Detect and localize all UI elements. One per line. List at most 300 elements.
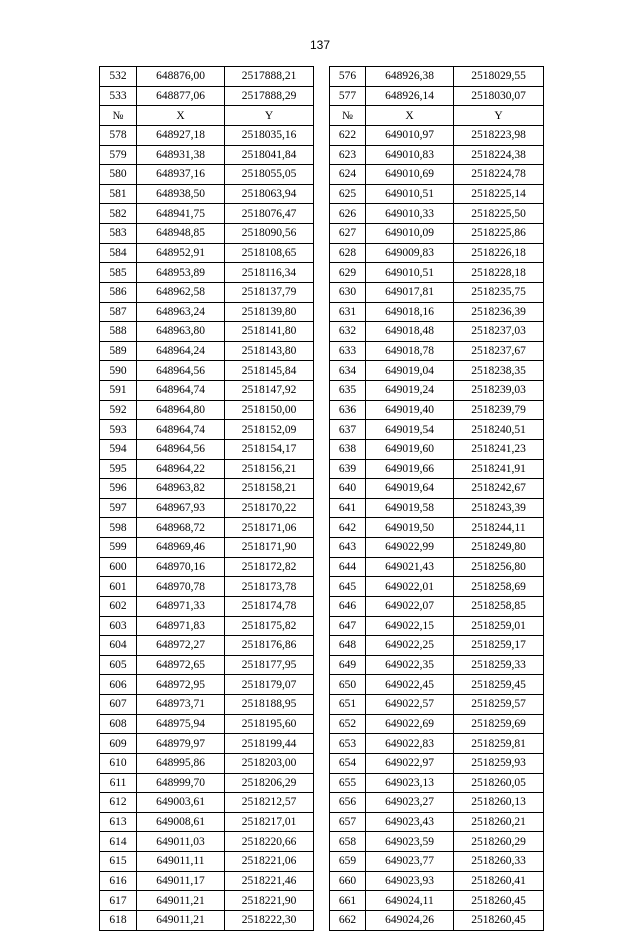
column-gap <box>314 773 330 793</box>
y-coordinate-cell: 2518029,55 <box>454 67 544 87</box>
x-coordinate-cell: 649023,77 <box>366 852 454 872</box>
column-gap <box>314 695 330 715</box>
point-number-cell: 600 <box>100 557 137 577</box>
point-number-cell: 599 <box>100 538 137 558</box>
point-number-cell: 657 <box>330 812 366 832</box>
y-coordinate-cell: 2518259,69 <box>454 714 544 734</box>
point-number-cell: № <box>100 106 137 126</box>
table-row <box>100 596 544 616</box>
point-number-cell: 594 <box>100 439 137 459</box>
y-coordinate-cell: 2518179,07 <box>225 675 314 695</box>
y-coordinate-cell: 2518238,35 <box>454 361 544 381</box>
y-coordinate-cell: 2518249,80 <box>454 538 544 558</box>
x-coordinate-cell: 648999,70 <box>137 773 225 793</box>
x-coordinate-cell: 648927,18 <box>137 125 225 145</box>
x-coordinate-cell: 648970,16 <box>137 557 225 577</box>
y-coordinate-cell: 2518239,79 <box>454 400 544 420</box>
point-number-cell: 532 <box>100 67 137 87</box>
column-gap <box>314 852 330 872</box>
y-coordinate-cell: 2518260,45 <box>454 891 544 911</box>
column-gap <box>314 910 330 930</box>
y-coordinate-cell: 2518259,45 <box>454 675 544 695</box>
column-gap <box>314 420 330 440</box>
x-coordinate-cell: 649019,58 <box>366 498 454 518</box>
y-coordinate-cell: 2518260,05 <box>454 773 544 793</box>
y-coordinate-cell: 2518222,30 <box>225 910 314 930</box>
point-number-cell: 639 <box>330 459 366 479</box>
x-coordinate-cell: 649003,61 <box>137 793 225 813</box>
table-row <box>100 636 544 656</box>
y-coordinate-cell: 2518150,00 <box>225 400 314 420</box>
x-coordinate-cell: 649022,01 <box>366 577 454 597</box>
point-number-cell: 652 <box>330 714 366 734</box>
x-coordinate-cell: 649021,43 <box>366 557 454 577</box>
y-coordinate-cell: 2518221,90 <box>225 891 314 911</box>
table-row <box>100 243 544 263</box>
y-coordinate-cell: 2518237,03 <box>454 322 544 342</box>
y-coordinate-cell: 2517888,29 <box>225 86 314 106</box>
y-coordinate-cell: 2518030,07 <box>454 86 544 106</box>
table-row <box>100 852 544 872</box>
x-coordinate-cell: 648964,24 <box>137 341 225 361</box>
x-coordinate-cell: 648948,85 <box>137 224 225 244</box>
y-coordinate-cell: 2518260,21 <box>454 812 544 832</box>
x-coordinate-cell: 649022,69 <box>366 714 454 734</box>
point-number-cell: 588 <box>100 322 137 342</box>
table-row <box>100 793 544 813</box>
column-gap <box>314 381 330 401</box>
point-number-cell: 626 <box>330 204 366 224</box>
x-coordinate-cell: 648964,74 <box>137 420 225 440</box>
x-coordinate-cell: 648926,14 <box>366 86 454 106</box>
x-coordinate-cell: 649019,54 <box>366 420 454 440</box>
point-number-cell: 623 <box>330 145 366 165</box>
point-number-cell: 642 <box>330 518 366 538</box>
column-gap <box>314 400 330 420</box>
x-coordinate-cell: 648931,38 <box>137 145 225 165</box>
x-coordinate-cell: 649019,40 <box>366 400 454 420</box>
table-row <box>100 518 544 538</box>
x-coordinate-cell: 649010,69 <box>366 165 454 185</box>
column-gap <box>314 557 330 577</box>
y-coordinate-cell: 2518220,66 <box>225 832 314 852</box>
point-number-cell: 609 <box>100 734 137 754</box>
x-coordinate-cell: 648964,56 <box>137 361 225 381</box>
table-row <box>100 204 544 224</box>
table-row <box>100 322 544 342</box>
point-number-cell: 614 <box>100 832 137 852</box>
y-coordinate-cell: 2518171,06 <box>225 518 314 538</box>
column-gap <box>314 753 330 773</box>
column-gap <box>314 165 330 185</box>
point-number-cell: 591 <box>100 381 137 401</box>
x-coordinate-cell: 649018,48 <box>366 322 454 342</box>
y-coordinate-cell: 2518154,17 <box>225 439 314 459</box>
point-number-cell: 584 <box>100 243 137 263</box>
point-number-cell: 617 <box>100 891 137 911</box>
x-coordinate-cell: 649022,45 <box>366 675 454 695</box>
y-coordinate-cell: 2518063,94 <box>225 184 314 204</box>
point-number-cell: 583 <box>100 224 137 244</box>
x-coordinate-cell: 649022,97 <box>366 753 454 773</box>
y-coordinate-cell: 2518171,90 <box>225 538 314 558</box>
x-coordinate-cell: 649010,51 <box>366 263 454 283</box>
y-coordinate-cell: 2518223,98 <box>454 125 544 145</box>
y-coordinate-cell: 2518241,91 <box>454 459 544 479</box>
column-gap <box>314 636 330 656</box>
y-coordinate-cell: 2518226,18 <box>454 243 544 263</box>
column-gap <box>314 184 330 204</box>
column-gap <box>314 145 330 165</box>
y-coordinate-cell: 2518172,82 <box>225 557 314 577</box>
point-number-cell: 582 <box>100 204 137 224</box>
point-number-cell: 590 <box>100 361 137 381</box>
column-gap <box>314 302 330 322</box>
y-coordinate-cell: 2518260,45 <box>454 910 544 930</box>
x-coordinate-cell: 648968,72 <box>137 518 225 538</box>
column-gap <box>314 675 330 695</box>
x-coordinate-cell: 649011,17 <box>137 871 225 891</box>
y-coordinate-cell: 2517888,21 <box>225 67 314 87</box>
point-number-cell: 651 <box>330 695 366 715</box>
y-coordinate-cell: Y <box>454 106 544 126</box>
point-number-cell: 648 <box>330 636 366 656</box>
column-gap <box>314 322 330 342</box>
point-number-cell: 659 <box>330 852 366 872</box>
x-coordinate-cell: 649022,07 <box>366 596 454 616</box>
column-gap <box>314 282 330 302</box>
point-number-cell: 597 <box>100 498 137 518</box>
x-coordinate-cell: 649011,21 <box>137 891 225 911</box>
table-row <box>100 616 544 636</box>
y-coordinate-cell: 2518236,39 <box>454 302 544 322</box>
x-coordinate-cell: 649010,51 <box>366 184 454 204</box>
point-number-cell: 605 <box>100 655 137 675</box>
y-coordinate-cell: 2518239,03 <box>454 381 544 401</box>
point-number-cell: 608 <box>100 714 137 734</box>
y-coordinate-cell: 2518195,60 <box>225 714 314 734</box>
column-gap <box>314 616 330 636</box>
point-number-cell: 633 <box>330 341 366 361</box>
y-coordinate-cell: Y <box>225 106 314 126</box>
y-coordinate-cell: 2518217,01 <box>225 812 314 832</box>
point-number-cell: 660 <box>330 871 366 891</box>
point-number-cell: 646 <box>330 596 366 616</box>
point-number-cell: 581 <box>100 184 137 204</box>
point-number-cell: 625 <box>330 184 366 204</box>
y-coordinate-cell: 2518116,34 <box>225 263 314 283</box>
y-coordinate-cell: 2518199,44 <box>225 734 314 754</box>
y-coordinate-cell: 2518260,33 <box>454 852 544 872</box>
table-row <box>100 165 544 185</box>
table-row <box>100 753 544 773</box>
column-gap <box>314 459 330 479</box>
y-coordinate-cell: 2518260,13 <box>454 793 544 813</box>
y-coordinate-cell: 2518228,18 <box>454 263 544 283</box>
y-coordinate-cell: 2518090,56 <box>225 224 314 244</box>
x-coordinate-cell: 648964,56 <box>137 439 225 459</box>
y-coordinate-cell: 2518108,65 <box>225 243 314 263</box>
x-coordinate-cell: 648952,91 <box>137 243 225 263</box>
x-coordinate-cell: 648972,65 <box>137 655 225 675</box>
point-number-cell: 595 <box>100 459 137 479</box>
column-gap <box>314 224 330 244</box>
x-coordinate-cell: 648995,86 <box>137 753 225 773</box>
y-coordinate-cell: 2518259,57 <box>454 695 544 715</box>
point-number-cell: 592 <box>100 400 137 420</box>
x-coordinate-cell: 648964,80 <box>137 400 225 420</box>
y-coordinate-cell: 2518242,67 <box>454 479 544 499</box>
point-number-cell: 647 <box>330 616 366 636</box>
table-row <box>100 498 544 518</box>
table-row <box>100 479 544 499</box>
x-coordinate-cell: 648963,80 <box>137 322 225 342</box>
point-number-cell: 655 <box>330 773 366 793</box>
column-gap <box>314 243 330 263</box>
y-coordinate-cell: 2518175,82 <box>225 616 314 636</box>
x-coordinate-cell: 649009,83 <box>366 243 454 263</box>
y-coordinate-cell: 2518260,29 <box>454 832 544 852</box>
table-row <box>100 381 544 401</box>
y-coordinate-cell: 2518256,80 <box>454 557 544 577</box>
y-coordinate-cell: 2518141,80 <box>225 322 314 342</box>
point-number-cell: № <box>330 106 366 126</box>
x-coordinate-cell: 649019,04 <box>366 361 454 381</box>
table-row <box>100 734 544 754</box>
y-coordinate-cell: 2518260,41 <box>454 871 544 891</box>
y-coordinate-cell: 2518258,69 <box>454 577 544 597</box>
y-coordinate-cell: 2518224,38 <box>454 145 544 165</box>
x-coordinate-cell: 649022,25 <box>366 636 454 656</box>
column-gap <box>314 891 330 911</box>
point-number-cell: 658 <box>330 832 366 852</box>
point-number-cell: 533 <box>100 86 137 106</box>
column-gap <box>314 204 330 224</box>
x-coordinate-cell: 649019,24 <box>366 381 454 401</box>
table-row <box>100 400 544 420</box>
x-coordinate-cell: 648972,27 <box>137 636 225 656</box>
y-coordinate-cell: 2518243,39 <box>454 498 544 518</box>
table-row <box>100 557 544 577</box>
x-coordinate-cell: 649010,33 <box>366 204 454 224</box>
point-number-cell: 631 <box>330 302 366 322</box>
y-coordinate-cell: 2518221,06 <box>225 852 314 872</box>
y-coordinate-cell: 2518041,84 <box>225 145 314 165</box>
x-coordinate-cell: 648962,58 <box>137 282 225 302</box>
point-number-cell: 604 <box>100 636 137 656</box>
column-gap <box>314 439 330 459</box>
x-coordinate-cell: 649018,78 <box>366 341 454 361</box>
column-gap <box>314 106 330 126</box>
column-gap <box>314 734 330 754</box>
x-coordinate-cell: 649023,59 <box>366 832 454 852</box>
y-coordinate-cell: 2518259,33 <box>454 655 544 675</box>
point-number-cell: 578 <box>100 125 137 145</box>
x-coordinate-cell: 648971,83 <box>137 616 225 636</box>
x-coordinate-cell: 648973,71 <box>137 695 225 715</box>
point-number-cell: 628 <box>330 243 366 263</box>
point-number-cell: 637 <box>330 420 366 440</box>
column-gap <box>314 596 330 616</box>
x-coordinate-cell: 649022,99 <box>366 538 454 558</box>
x-coordinate-cell: 649011,03 <box>137 832 225 852</box>
table-row <box>100 184 544 204</box>
column-gap <box>314 341 330 361</box>
y-coordinate-cell: 2518173,78 <box>225 577 314 597</box>
x-coordinate-cell: 648967,93 <box>137 498 225 518</box>
y-coordinate-cell: 2518241,23 <box>454 439 544 459</box>
x-coordinate-cell: 648969,46 <box>137 538 225 558</box>
x-coordinate-cell: 648972,95 <box>137 675 225 695</box>
point-number-cell: 589 <box>100 341 137 361</box>
x-coordinate-cell: 649023,27 <box>366 793 454 813</box>
coordinates-table <box>99 66 544 931</box>
column-gap <box>314 793 330 813</box>
table-row <box>100 891 544 911</box>
y-coordinate-cell: 2518259,81 <box>454 734 544 754</box>
point-number-cell: 618 <box>100 910 137 930</box>
y-coordinate-cell: 2518055,05 <box>225 165 314 185</box>
table-row <box>100 812 544 832</box>
point-number-cell: 622 <box>330 125 366 145</box>
point-number-cell: 644 <box>330 557 366 577</box>
x-coordinate-cell: 648970,78 <box>137 577 225 597</box>
point-number-cell: 607 <box>100 695 137 715</box>
point-number-cell: 611 <box>100 773 137 793</box>
table-row <box>100 714 544 734</box>
page-number: 137 <box>309 38 331 52</box>
y-coordinate-cell: 2518225,14 <box>454 184 544 204</box>
x-coordinate-cell: 649022,83 <box>366 734 454 754</box>
point-number-cell: 630 <box>330 282 366 302</box>
y-coordinate-cell: 2518221,46 <box>225 871 314 891</box>
x-coordinate-cell: 649010,09 <box>366 224 454 244</box>
point-number-cell: 654 <box>330 753 366 773</box>
y-coordinate-cell: 2518259,93 <box>454 753 544 773</box>
point-number-cell: 602 <box>100 596 137 616</box>
column-gap <box>314 832 330 852</box>
table-row <box>100 459 544 479</box>
table-row <box>100 263 544 283</box>
table-row <box>100 224 544 244</box>
y-coordinate-cell: 2518147,92 <box>225 381 314 401</box>
y-coordinate-cell: 2518203,00 <box>225 753 314 773</box>
table-row <box>100 675 544 695</box>
point-number-cell: 656 <box>330 793 366 813</box>
point-number-cell: 580 <box>100 165 137 185</box>
table-row <box>100 341 544 361</box>
y-coordinate-cell: 2518137,79 <box>225 282 314 302</box>
x-coordinate-cell: 649019,66 <box>366 459 454 479</box>
point-number-cell: 627 <box>330 224 366 244</box>
y-coordinate-cell: 2518035,16 <box>225 125 314 145</box>
y-coordinate-cell: 2518225,86 <box>454 224 544 244</box>
point-number-cell: 661 <box>330 891 366 911</box>
x-coordinate-cell: 649023,13 <box>366 773 454 793</box>
x-coordinate-cell: 648941,75 <box>137 204 225 224</box>
table-header-row <box>100 106 544 126</box>
column-gap <box>314 498 330 518</box>
column-gap <box>314 125 330 145</box>
x-coordinate-cell: 648964,74 <box>137 381 225 401</box>
point-number-cell: 650 <box>330 675 366 695</box>
x-coordinate-cell: 649019,60 <box>366 439 454 459</box>
column-gap <box>314 518 330 538</box>
y-coordinate-cell: 2518259,01 <box>454 616 544 636</box>
point-number-cell: 610 <box>100 753 137 773</box>
x-coordinate-cell: 649010,83 <box>366 145 454 165</box>
table-row <box>100 67 544 87</box>
y-coordinate-cell: 2518244,11 <box>454 518 544 538</box>
point-number-cell: 587 <box>100 302 137 322</box>
y-coordinate-cell: 2518152,09 <box>225 420 314 440</box>
x-coordinate-cell: 649011,11 <box>137 852 225 872</box>
table-row <box>100 910 544 930</box>
y-coordinate-cell: 2518240,51 <box>454 420 544 440</box>
point-number-cell: 645 <box>330 577 366 597</box>
point-number-cell: 598 <box>100 518 137 538</box>
point-number-cell: 624 <box>330 165 366 185</box>
point-number-cell: 576 <box>330 67 366 87</box>
y-coordinate-cell: 2518258,85 <box>454 596 544 616</box>
y-coordinate-cell: 2518206,29 <box>225 773 314 793</box>
table-row <box>100 282 544 302</box>
x-coordinate-cell: 648963,82 <box>137 479 225 499</box>
point-number-cell: 662 <box>330 910 366 930</box>
table-row <box>100 420 544 440</box>
column-gap <box>314 714 330 734</box>
point-number-cell: 577 <box>330 86 366 106</box>
point-number-cell: 585 <box>100 263 137 283</box>
y-coordinate-cell: 2518170,22 <box>225 498 314 518</box>
y-coordinate-cell: 2518139,80 <box>225 302 314 322</box>
x-coordinate-cell: 648979,97 <box>137 734 225 754</box>
point-number-cell: 593 <box>100 420 137 440</box>
point-number-cell: 596 <box>100 479 137 499</box>
point-number-cell: 634 <box>330 361 366 381</box>
column-gap <box>314 86 330 106</box>
y-coordinate-cell: 2518259,17 <box>454 636 544 656</box>
point-number-cell: 649 <box>330 655 366 675</box>
table-row <box>100 695 544 715</box>
y-coordinate-cell: 2518177,95 <box>225 655 314 675</box>
y-coordinate-cell: 2518225,50 <box>454 204 544 224</box>
x-coordinate-cell: 649008,61 <box>137 812 225 832</box>
point-number-cell: 613 <box>100 812 137 832</box>
y-coordinate-cell: 2518224,78 <box>454 165 544 185</box>
table-row <box>100 302 544 322</box>
x-coordinate-cell: 649023,93 <box>366 871 454 891</box>
x-coordinate-cell: 648938,50 <box>137 184 225 204</box>
x-coordinate-cell: 648937,16 <box>137 165 225 185</box>
y-coordinate-cell: 2518237,67 <box>454 341 544 361</box>
x-coordinate-cell: 649024,26 <box>366 910 454 930</box>
table-row <box>100 832 544 852</box>
y-coordinate-cell: 2518143,80 <box>225 341 314 361</box>
column-gap <box>314 361 330 381</box>
x-coordinate-cell: 649024,11 <box>366 891 454 911</box>
y-coordinate-cell: 2518188,95 <box>225 695 314 715</box>
table-row <box>100 538 544 558</box>
x-coordinate-cell: 649022,15 <box>366 616 454 636</box>
x-coordinate-cell: 648971,33 <box>137 596 225 616</box>
y-coordinate-cell: 2518076,47 <box>225 204 314 224</box>
y-coordinate-cell: 2518145,84 <box>225 361 314 381</box>
y-coordinate-cell: 2518212,57 <box>225 793 314 813</box>
x-coordinate-cell: 649010,97 <box>366 125 454 145</box>
point-number-cell: 616 <box>100 871 137 891</box>
x-coordinate-cell: 649018,16 <box>366 302 454 322</box>
